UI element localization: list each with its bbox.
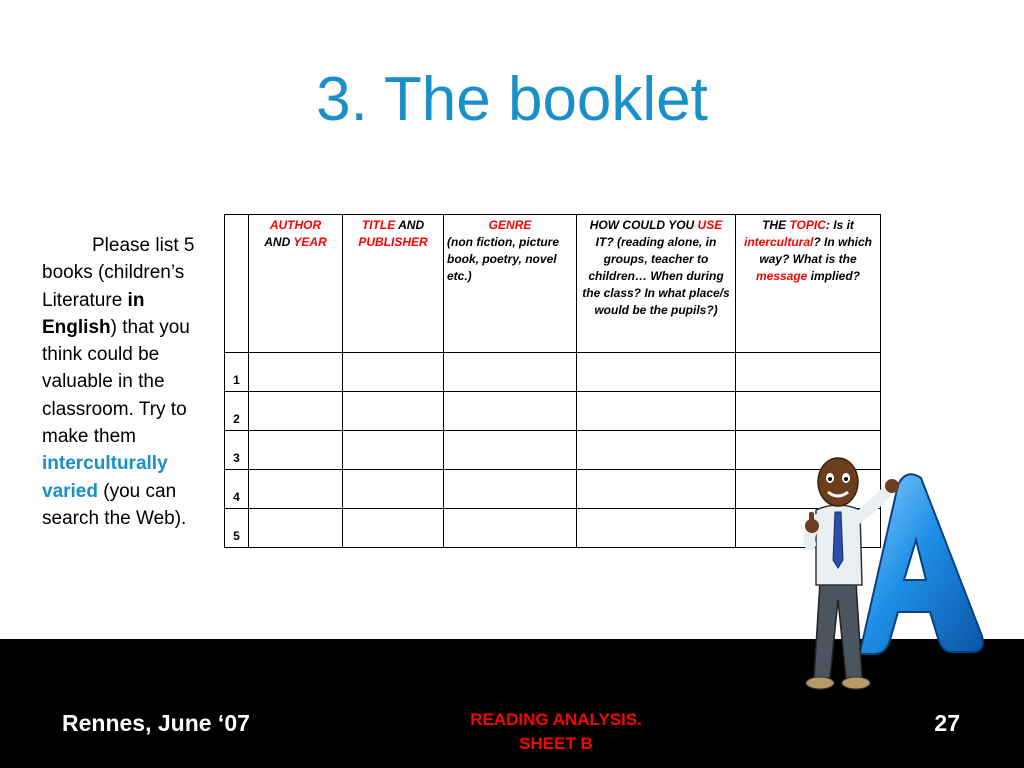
title-cell[interactable]: [343, 392, 444, 431]
header-and: AND: [264, 235, 294, 249]
table-row: [225, 353, 881, 392]
header-and-2: AND: [395, 218, 425, 232]
header-title: TITLE: [361, 218, 396, 232]
header-topic-intercultural: intercultural: [743, 235, 814, 249]
header-author-year: [249, 215, 343, 353]
header-topic-message: message: [755, 269, 808, 283]
footer-sheet-line-1: READING ANALYSIS.: [470, 710, 642, 729]
row-number: 2: [225, 392, 249, 431]
intro-part-1: Please list 5 books (children’s Literature: [42, 235, 195, 311]
title-cell[interactable]: [343, 353, 444, 392]
genre-cell[interactable]: [444, 509, 577, 548]
header-topic-label: TOPIC: [789, 218, 826, 232]
footer-location-date: Rennes, June ‘07: [62, 710, 250, 736]
header-year: YEAR: [293, 235, 327, 249]
header-usage: [577, 215, 736, 353]
header-number-cell: [225, 215, 249, 353]
header-topic: [736, 215, 881, 353]
row-number: 4: [225, 470, 249, 509]
row-number: 1: [225, 353, 249, 392]
genre-cell[interactable]: [444, 431, 577, 470]
table-row: [225, 431, 881, 470]
author-cell[interactable]: [249, 509, 343, 548]
intro-part-2: ) that you think could be valuable in the classroom. Try to make them: [42, 316, 190, 448]
header-author: AUTHOR: [269, 218, 322, 232]
author-cell[interactable]: [249, 470, 343, 509]
author-cell[interactable]: [249, 353, 343, 392]
intro-part-3: (you can search the Web).: [42, 480, 187, 529]
header-genre-label: GENRE: [488, 218, 532, 232]
header-topic-the: THE: [762, 218, 790, 232]
page-number: 27: [934, 710, 960, 736]
usage-cell[interactable]: [577, 392, 736, 431]
title-cell[interactable]: [343, 431, 444, 470]
header-topic-is-it: : Is it: [825, 218, 854, 232]
title-cell[interactable]: [343, 509, 444, 548]
footer-sheet-line-2: SHEET B: [519, 734, 593, 753]
table-row: [225, 470, 881, 509]
header-usage-use: USE: [697, 218, 723, 232]
intro-bold-english: in English: [42, 289, 145, 338]
intro-text: [42, 232, 224, 532]
topic-cell[interactable]: [736, 353, 881, 392]
header-title-publisher: [343, 215, 444, 353]
topic-cell[interactable]: [736, 392, 881, 431]
table-row: [225, 509, 881, 548]
header-row: [225, 215, 881, 353]
header-genre-desc: (non fiction, picture book, poetry, novel etc.): [447, 235, 559, 283]
man-with-letter-a-icon: [786, 440, 996, 702]
booklet-table: [224, 214, 881, 548]
author-cell[interactable]: [249, 392, 343, 431]
header-topic-which-way: ? In which way? What is the: [759, 235, 873, 266]
header-publisher: PUBLISHER: [358, 235, 428, 249]
usage-cell[interactable]: [577, 509, 736, 548]
genre-cell[interactable]: [444, 353, 577, 392]
header-genre: [444, 215, 577, 353]
header-topic-implied: implied?: [807, 269, 861, 283]
usage-cell[interactable]: [577, 353, 736, 392]
table-row: [225, 392, 881, 431]
header-usage-desc: IT? (reading alone, in groups, teacher to children… When during the class? In what place/s would be the pupils?): [582, 235, 730, 317]
intro-highlight: interculturally varied: [42, 453, 168, 502]
genre-cell[interactable]: [444, 470, 577, 509]
row-number: 5: [225, 509, 249, 548]
page-title: 3. The booklet: [316, 65, 708, 134]
row-number: 3: [225, 431, 249, 470]
usage-cell[interactable]: [577, 470, 736, 509]
genre-cell[interactable]: [444, 392, 577, 431]
author-cell[interactable]: [249, 431, 343, 470]
header-usage-q: HOW COULD YOU: [589, 218, 698, 232]
footer-sheet-label: [420, 708, 692, 756]
title-cell[interactable]: [343, 470, 444, 509]
usage-cell[interactable]: [577, 431, 736, 470]
